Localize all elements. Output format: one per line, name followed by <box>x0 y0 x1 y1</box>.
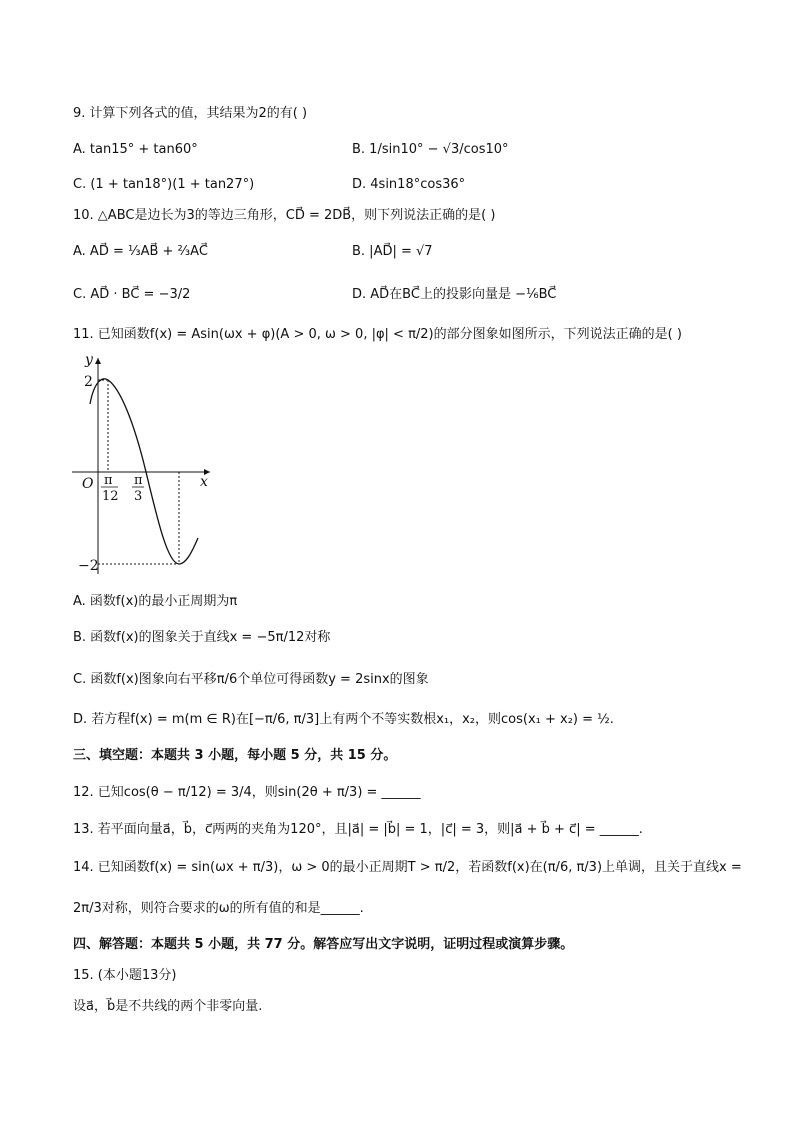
tick2-denominator: 3 <box>134 489 143 504</box>
q9-stem: 9. 计算下列各式的值，其结果为2的有( ) <box>73 106 308 121</box>
q11-option-c: C. 函数f(x)图象向右平移π/6个单位可得函数y = 2sinx的图象 <box>73 672 429 687</box>
q10-stem: 10. △ABC是边长为3的等边三角形，CD⃗ = 2DB⃗，则下列说法正确的是( ) <box>73 208 496 223</box>
q9-option-d: D. 4sin18°cos36° <box>352 177 466 192</box>
q11-option-a: A. 函数f(x)的最小正周期为π <box>73 594 238 609</box>
question-12: 12. 已知cos(θ − π/12) = 3/4，则sin(2θ + π/3) = ______ <box>73 785 421 800</box>
question-15-heading: 15. (本小题13分) <box>73 968 177 983</box>
q10-option-b: B. |AD⃗| = √7 <box>352 244 433 259</box>
x-axis-label: x <box>200 474 208 490</box>
q10-option-d: D. AD⃗在BC⃗上的投影向量是 −⅙BC⃗ <box>352 287 557 302</box>
section-fill-in-heading: 三、填空题：本题共 3 小题，每小题 5 分，共 15 分。 <box>73 748 397 763</box>
question-15-text: 设a⃗，b⃗是不共线的两个非零向量. <box>73 999 263 1014</box>
y-axis-label: y <box>85 352 93 368</box>
tick1-denominator: 12 <box>102 489 119 504</box>
origin-label: O <box>82 476 94 492</box>
question-14-line-1: 14. 已知函数f(x) = sin(ωx + π/3)，ω > 0的最小正周期T > π/2，若函数f(x)在(π/6, π/3)上单调，且关于直线x = <box>73 860 742 875</box>
tick1-numerator: π <box>104 473 113 488</box>
q9-option-a: A. tan15° + tan60° <box>73 142 198 157</box>
question-13: 13. 若平面向量a⃗，b⃗，c⃗两两的夹角为120°，且|a⃗| = |b⃗| = 1，|c⃗| = 3，则|a⃗ + b⃗ + c⃗| = ______. <box>73 822 643 837</box>
q11-option-d: D. 若方程f(x) = m(m ∈ R)在[−π/6, π/3]上有两个不等实数根x₁，x₂，则cos(x₁ + x₂) = ½. <box>73 712 614 727</box>
q11-option-b: B. 函数f(x)的图象关于直线x = −5π/12对称 <box>73 630 331 645</box>
y-max-label: 2 <box>84 374 93 390</box>
section-answer-heading: 四、解答题：本题共 5 小题，共 77 分。解答应写出文字说明，证明过程或演算步骤。 <box>73 937 574 952</box>
question-14-line-2: 2π/3对称，则符合要求的ω的所有值的和是______. <box>73 901 364 916</box>
q10-option-c: C. AD⃗ · BC⃗ = −3/2 <box>73 287 191 302</box>
tick2-numerator: π <box>134 473 143 488</box>
q9-option-c: C. (1 + tan18°)(1 + tan27°) <box>73 177 255 192</box>
q10-option-a: A. AD⃗ = ⅓AB⃗ + ⅔AC⃗ <box>73 244 208 259</box>
q9-option-b: B. 1/sin10° − √3/cos10° <box>352 142 509 157</box>
q11-function-graph <box>68 352 218 582</box>
y-min-label: −2 <box>78 558 99 574</box>
sine-curve <box>90 379 198 564</box>
q11-stem: 11. 已知函数f(x) = Asin(ωx + φ)(A > 0, ω > 0, |φ| < π/2)的部分图象如图所示，下列说法正确的是( ) <box>73 327 682 342</box>
